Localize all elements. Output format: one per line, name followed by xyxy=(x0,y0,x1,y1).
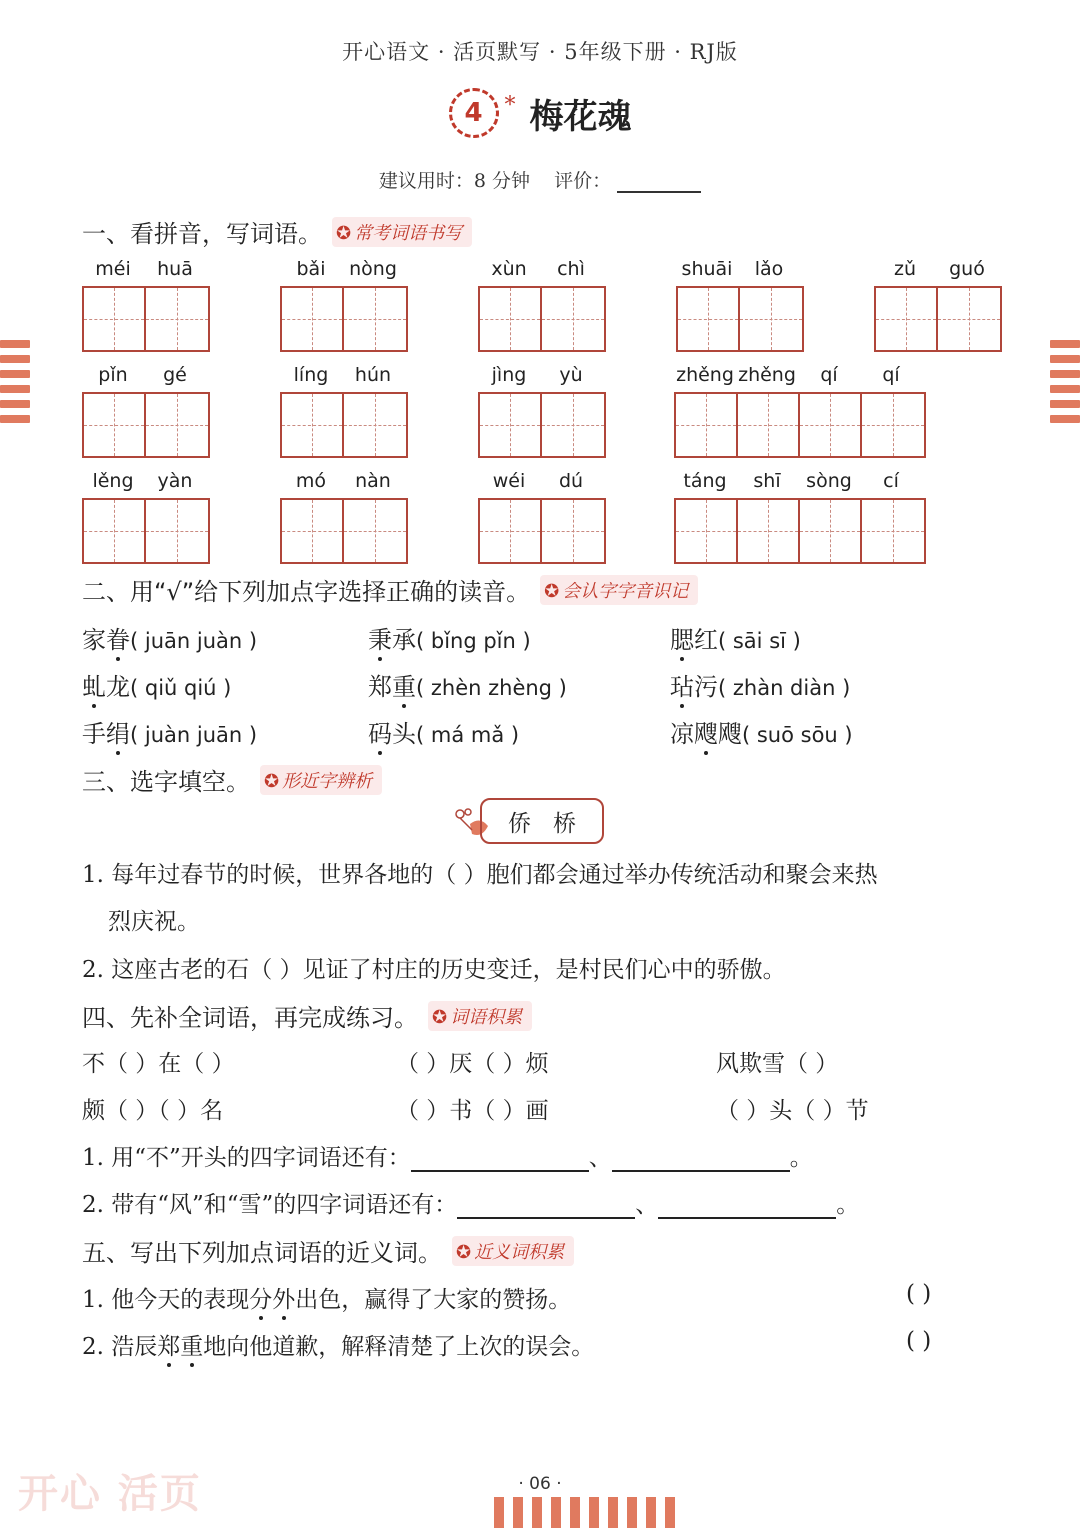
writing-box[interactable] xyxy=(480,500,542,562)
pinyin-syllable: mó xyxy=(295,470,327,492)
writing-box[interactable] xyxy=(282,394,344,456)
writing-box[interactable] xyxy=(876,288,938,350)
pinyin-syllable: wéi xyxy=(492,470,526,492)
pinyin-word-group xyxy=(874,258,1002,352)
writing-boxes[interactable] xyxy=(874,286,1002,352)
pinyin-word-group xyxy=(280,258,408,352)
writing-box[interactable] xyxy=(84,288,146,350)
right-stripes xyxy=(1050,340,1080,430)
writing-box[interactable] xyxy=(800,394,862,456)
reading-question[interactable]: 家眷( juān juàn ) xyxy=(82,626,258,654)
reading-question[interactable]: 手绢( juàn juān ) xyxy=(82,720,258,748)
idiom-blank[interactable]: 不（ ）在（ ） xyxy=(82,1051,235,1077)
fill-sentence-1-cont: 烈庆祝。 xyxy=(108,909,200,935)
lesson-title: 梅花魂 xyxy=(529,96,632,137)
section-5-tag: ✪ 近义词积累 xyxy=(452,1236,574,1266)
answer-blank[interactable] xyxy=(658,1195,836,1219)
pinyin-word-group xyxy=(478,258,606,352)
pinyin-syllable: gé xyxy=(163,364,187,386)
writing-box[interactable] xyxy=(542,288,604,350)
writing-box[interactable] xyxy=(146,394,208,456)
writing-box[interactable] xyxy=(344,500,406,562)
synonym-sentence-1: 1. 他今天的表现分外出色，赢得了大家的赞扬。 xyxy=(82,1287,572,1313)
score-label: 评价： xyxy=(554,170,612,192)
answer-blank[interactable] xyxy=(612,1148,790,1172)
pinyin-syllable: shī xyxy=(753,470,781,492)
synonym-answer-paren-1[interactable]: ( ) xyxy=(906,1281,932,1307)
time-label: 建议用时：8 分钟 xyxy=(378,170,530,192)
page-number: · 06 · xyxy=(518,1474,562,1494)
writing-boxes[interactable] xyxy=(82,498,210,564)
writing-box[interactable] xyxy=(282,500,344,562)
writing-box[interactable] xyxy=(738,394,800,456)
completion-question-2: 2. 带有“风”和“雪”的四字词语还有： 、 。 xyxy=(82,1192,860,1218)
idiom-blank[interactable]: 风欺雪（ ） xyxy=(716,1051,839,1077)
pinyin-syllable: líng xyxy=(293,364,329,386)
synonym-sentence-2: 2. 浩辰郑重地向他道歉，解释清楚了上次的误会。 xyxy=(82,1334,595,1360)
reading-question[interactable]: 虬龙( qiǔ qiú ) xyxy=(82,673,232,701)
section-4-title: 四、先补全词语，再完成练习。 ✪ 词语积累 xyxy=(82,998,532,1033)
writing-box[interactable] xyxy=(800,500,862,562)
pinyin-word-group xyxy=(280,364,408,458)
pinyin-word-group xyxy=(82,258,210,352)
completion-question-1: 1. 用“不”开头的四字词语还有： 、 。 xyxy=(82,1145,813,1171)
pinyin-syllable: zhěng xyxy=(676,364,734,386)
reading-question[interactable]: 腮红( sāi sī ) xyxy=(670,626,801,654)
writing-boxes[interactable] xyxy=(674,498,926,564)
pinyin-syllable: qí xyxy=(820,364,838,386)
score-blank[interactable] xyxy=(617,173,701,193)
page-header: 开心语文 · 活页默写 · 5年级下册 · RJ版 xyxy=(342,40,738,64)
section-2-title: 二、用“√”给下列加点字选择正确的读音。 ✪ 会认字字音识记 xyxy=(82,572,698,607)
writing-box[interactable] xyxy=(862,394,924,456)
pinyin-syllable: méi xyxy=(95,258,131,280)
idiom-blank[interactable]: 颇（ ）（ ）名 xyxy=(82,1098,224,1124)
lesson-number-badge: 4 xyxy=(449,88,499,138)
writing-box[interactable] xyxy=(676,394,738,456)
reading-question[interactable]: 郑重( zhèn zhèng ) xyxy=(368,673,567,701)
writing-box[interactable] xyxy=(146,288,208,350)
writing-box[interactable] xyxy=(480,394,542,456)
synonym-answer-paren-2[interactable]: ( ) xyxy=(906,1328,932,1354)
pinyin-word-group xyxy=(82,470,210,564)
writing-boxes[interactable] xyxy=(280,392,408,458)
pinyin-syllable: shuāi xyxy=(681,258,733,280)
lesson-star: * xyxy=(504,92,516,118)
pinyin-syllable: sòng xyxy=(806,470,852,492)
section-4-tag: ✪ 词语积累 xyxy=(428,1001,532,1031)
writing-box[interactable] xyxy=(480,288,542,350)
pinyin-word-group xyxy=(280,470,408,564)
lesson-title-bar xyxy=(0,88,1080,138)
writing-box[interactable] xyxy=(542,500,604,562)
pinyin-syllable: qí xyxy=(882,364,900,386)
pinyin-syllable: pǐn xyxy=(98,364,128,386)
pinyin-syllable: yàn xyxy=(157,470,193,492)
writing-box[interactable] xyxy=(542,394,604,456)
idiom-blank[interactable]: （ ）厌（ ）烦 xyxy=(396,1051,549,1077)
pinyin-syllable: zhěng xyxy=(738,364,796,386)
writing-boxes[interactable] xyxy=(478,286,606,352)
pinyin-word-group xyxy=(478,470,606,564)
pinyin-syllable: huā xyxy=(157,258,193,280)
idiom-blank[interactable]: （ ）头（ ）节 xyxy=(716,1098,869,1124)
choice-char-a: 侨 xyxy=(508,810,531,837)
section-2-tag: ✪ 会认字字音识记 xyxy=(540,575,698,605)
fill-sentence-1[interactable]: 1. 每年过春节的时候，世界各地的（ ）胞们都会通过举办传统活动和聚会来热 xyxy=(82,862,878,888)
reading-question[interactable]: 凉飕飕( suō sōu ) xyxy=(670,720,853,748)
pinyin-syllable: guó xyxy=(949,258,985,280)
left-stripes xyxy=(0,340,30,430)
pinyin-syllable: nàn xyxy=(355,470,391,492)
choice-char-b: 桥 xyxy=(553,810,576,837)
writing-boxes[interactable] xyxy=(478,392,606,458)
brand-watermark: 开心 活页 xyxy=(18,1471,202,1517)
pinyin-syllable: nòng xyxy=(349,258,397,280)
pinyin-syllable: táng xyxy=(683,470,727,492)
pinyin-word-group xyxy=(674,470,926,564)
reading-question[interactable]: 玷污( zhàn diàn ) xyxy=(670,673,851,701)
fill-sentence-2[interactable]: 2. 这座古老的石（ ）见证了村庄的历史变迁，是村民们心中的骄傲。 xyxy=(82,957,786,983)
writing-box[interactable] xyxy=(740,288,802,350)
writing-box[interactable] xyxy=(938,288,1000,350)
idiom-blank[interactable]: （ ）书（ ）画 xyxy=(396,1098,549,1124)
writing-boxes[interactable] xyxy=(478,498,606,564)
pinyin-syllable: jìng xyxy=(491,364,527,386)
writing-boxes[interactable] xyxy=(280,498,408,564)
pinyin-syllable: lǎo xyxy=(754,258,784,280)
pinyin-syllable: cí xyxy=(883,470,899,492)
answer-blank[interactable] xyxy=(411,1148,589,1172)
pinyin-syllable: lěng xyxy=(92,470,134,492)
writing-box[interactable] xyxy=(84,500,146,562)
pinyin-syllable: chì xyxy=(557,258,585,280)
writing-box[interactable] xyxy=(678,288,740,350)
writing-boxes[interactable] xyxy=(674,392,926,458)
writing-boxes[interactable] xyxy=(82,286,210,352)
meta-line xyxy=(0,166,1080,193)
pinyin-word-group xyxy=(478,364,606,458)
pinyin-word-group xyxy=(676,258,804,352)
writing-box[interactable] xyxy=(282,288,344,350)
writing-box[interactable] xyxy=(676,500,738,562)
pinyin-syllable: bǎi xyxy=(296,258,326,280)
pinyin-syllable: dú xyxy=(558,470,584,492)
pinyin-word-group xyxy=(82,364,210,458)
writing-boxes[interactable] xyxy=(82,392,210,458)
pinyin-syllable: xùn xyxy=(491,258,527,280)
pinyin-word-group xyxy=(674,364,926,458)
reading-question[interactable]: 码头( má mǎ ) xyxy=(368,720,520,748)
writing-boxes[interactable] xyxy=(280,286,408,352)
char-choice-box xyxy=(480,798,604,844)
writing-boxes[interactable] xyxy=(676,286,804,352)
pinyin-syllable: yù xyxy=(559,364,583,386)
writing-box[interactable] xyxy=(862,500,924,562)
section-3-title: 三、选字填空。 ✪ 形近字辨析 xyxy=(82,762,382,797)
writing-box[interactable] xyxy=(344,394,406,456)
section-5-title: 五、写出下列加点词语的近义词。 ✪ 近义词积累 xyxy=(82,1233,574,1268)
section-1-tag: ✪ 常考词语书写 xyxy=(332,217,472,247)
reading-question[interactable]: 秉承( bǐng pǐn ) xyxy=(368,626,531,654)
pinyin-syllable: zǔ xyxy=(893,258,916,280)
pinyin-syllable: hún xyxy=(354,364,392,386)
writing-box[interactable] xyxy=(146,500,208,562)
writing-box[interactable] xyxy=(84,394,146,456)
writing-box[interactable] xyxy=(738,500,800,562)
section-1-title: 一、看拼音，写词语。 ✪ 常考词语书写 xyxy=(82,214,472,249)
writing-box[interactable] xyxy=(344,288,406,350)
section-3-tag: ✪ 形近字辨析 xyxy=(260,765,382,795)
answer-blank[interactable] xyxy=(457,1195,635,1219)
footer-stripes xyxy=(494,1497,675,1528)
